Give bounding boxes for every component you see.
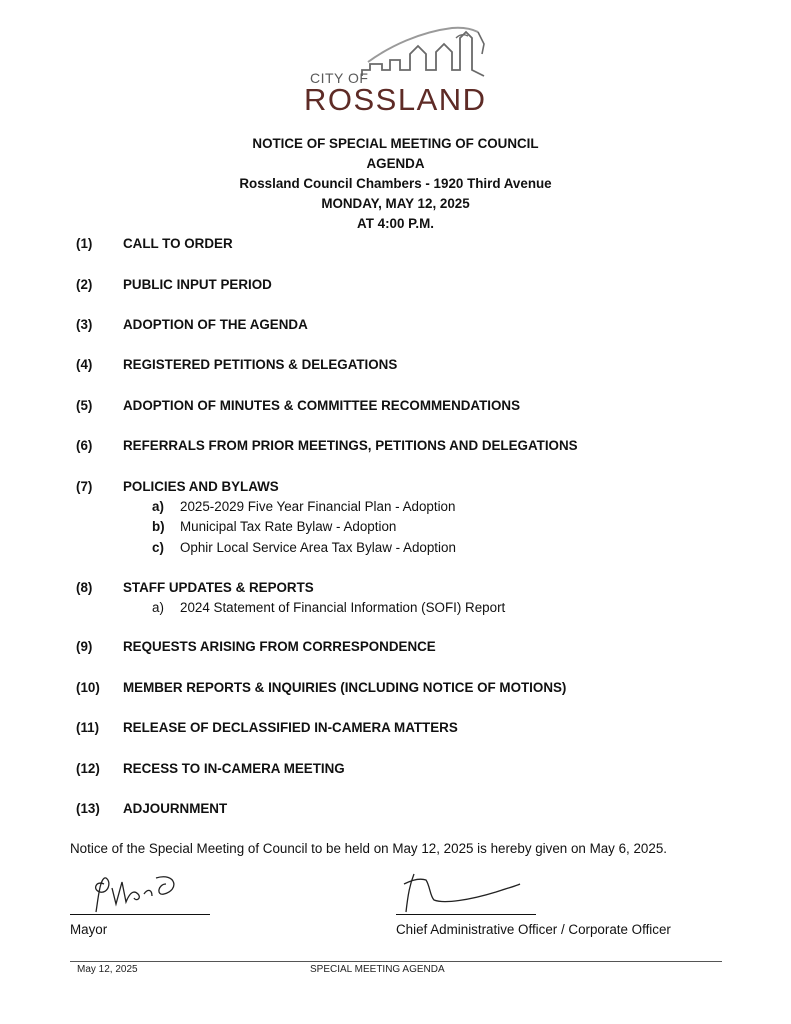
item-number: (13): [76, 801, 100, 816]
subitem-text: Municipal Tax Rate Bylaw - Adoption: [180, 519, 397, 534]
item-number: (4): [76, 357, 93, 372]
mayor-signature-icon: [86, 870, 186, 916]
item-number: (1): [76, 236, 93, 251]
policy-subitem: [152, 519, 396, 534]
item-title: REGISTERED PETITIONS & DELEGATIONS: [123, 357, 398, 372]
cao-signature-icon: [400, 870, 530, 916]
meeting-date: MONDAY, MAY 12, 2025: [321, 196, 470, 211]
item-title: RELEASE OF DECLASSIFIED IN-CAMERA MATTERS: [123, 720, 458, 735]
city-logo: [300, 24, 490, 116]
item-number: (9): [76, 639, 93, 654]
item-number: (2): [76, 277, 93, 292]
item-number: (11): [76, 720, 100, 735]
item-number: (6): [76, 438, 93, 453]
subitem-letter: b): [152, 519, 165, 534]
item-number: (10): [76, 680, 100, 695]
item-title: REFERRALS FROM PRIOR MEETINGS, PETITIONS AND DELEGATIONS: [123, 438, 578, 453]
policy-subitem: [152, 499, 455, 514]
item-title: PUBLIC INPUT PERIOD: [123, 277, 272, 292]
notice-statement: Notice of the Special Meeting of Council to be held on May 12, 2025 is hereby given on May 6, 2025.: [70, 841, 667, 856]
subitem-text: 2025-2029 Five Year Financial Plan - Adoption: [180, 499, 456, 514]
agenda-title: AGENDA: [366, 156, 425, 171]
item-title: ADJOURNMENT: [123, 801, 228, 816]
subitem-text: Ophir Local Service Area Tax Bylaw - Adoption: [180, 540, 456, 555]
notice-title: NOTICE OF SPECIAL MEETING OF COUNCIL: [252, 136, 539, 151]
cao-signature-line: [396, 914, 536, 915]
footer-date: May 12, 2025: [77, 964, 138, 975]
item-title: ADOPTION OF THE AGENDA: [123, 317, 308, 332]
footer-title: SPECIAL MEETING AGENDA: [310, 964, 445, 975]
item-number: (7): [76, 479, 93, 494]
policy-subitem: [152, 540, 456, 555]
item-number: (8): [76, 580, 93, 595]
agenda-header: [0, 134, 791, 234]
item-title: MEMBER REPORTS & INQUIRIES (INCLUDING NOTICE OF MOTIONS): [123, 680, 567, 695]
item-title: CALL TO ORDER: [123, 236, 233, 251]
item-number: (5): [76, 398, 93, 413]
logo-city-of-text: CITY OF: [310, 70, 369, 86]
item-title: POLICIES AND BYLAWS: [123, 479, 279, 494]
item-number: (3): [76, 317, 93, 332]
logo-rossland-text: ROSSLAND: [304, 82, 487, 117]
staff-subitem: [152, 600, 505, 615]
item-number: (12): [76, 761, 100, 776]
item-title: RECESS TO IN-CAMERA MEETING: [123, 761, 345, 776]
subitem-text: 2024 Statement of Financial Information (SOFI) Report: [180, 600, 506, 615]
item-title: REQUESTS ARISING FROM CORRESPONDENCE: [123, 639, 436, 654]
footer-divider: [70, 961, 722, 962]
mayor-signature-line: [70, 914, 210, 915]
item-title: ADOPTION OF MINUTES & COMMITTEE RECOMMENDATIONS: [123, 398, 520, 413]
subitem-letter: a): [152, 499, 164, 514]
item-title: STAFF UPDATES & REPORTS: [123, 580, 314, 595]
meeting-location: Rossland Council Chambers - 1920 Third Avenue: [239, 176, 552, 191]
meeting-time: AT 4:00 P.M.: [357, 216, 434, 231]
subitem-letter: c): [152, 540, 164, 555]
subitem-letter: a): [152, 600, 164, 615]
mayor-label: Mayor: [70, 922, 108, 937]
cao-label: Chief Administrative Officer / Corporate Officer: [396, 922, 671, 937]
